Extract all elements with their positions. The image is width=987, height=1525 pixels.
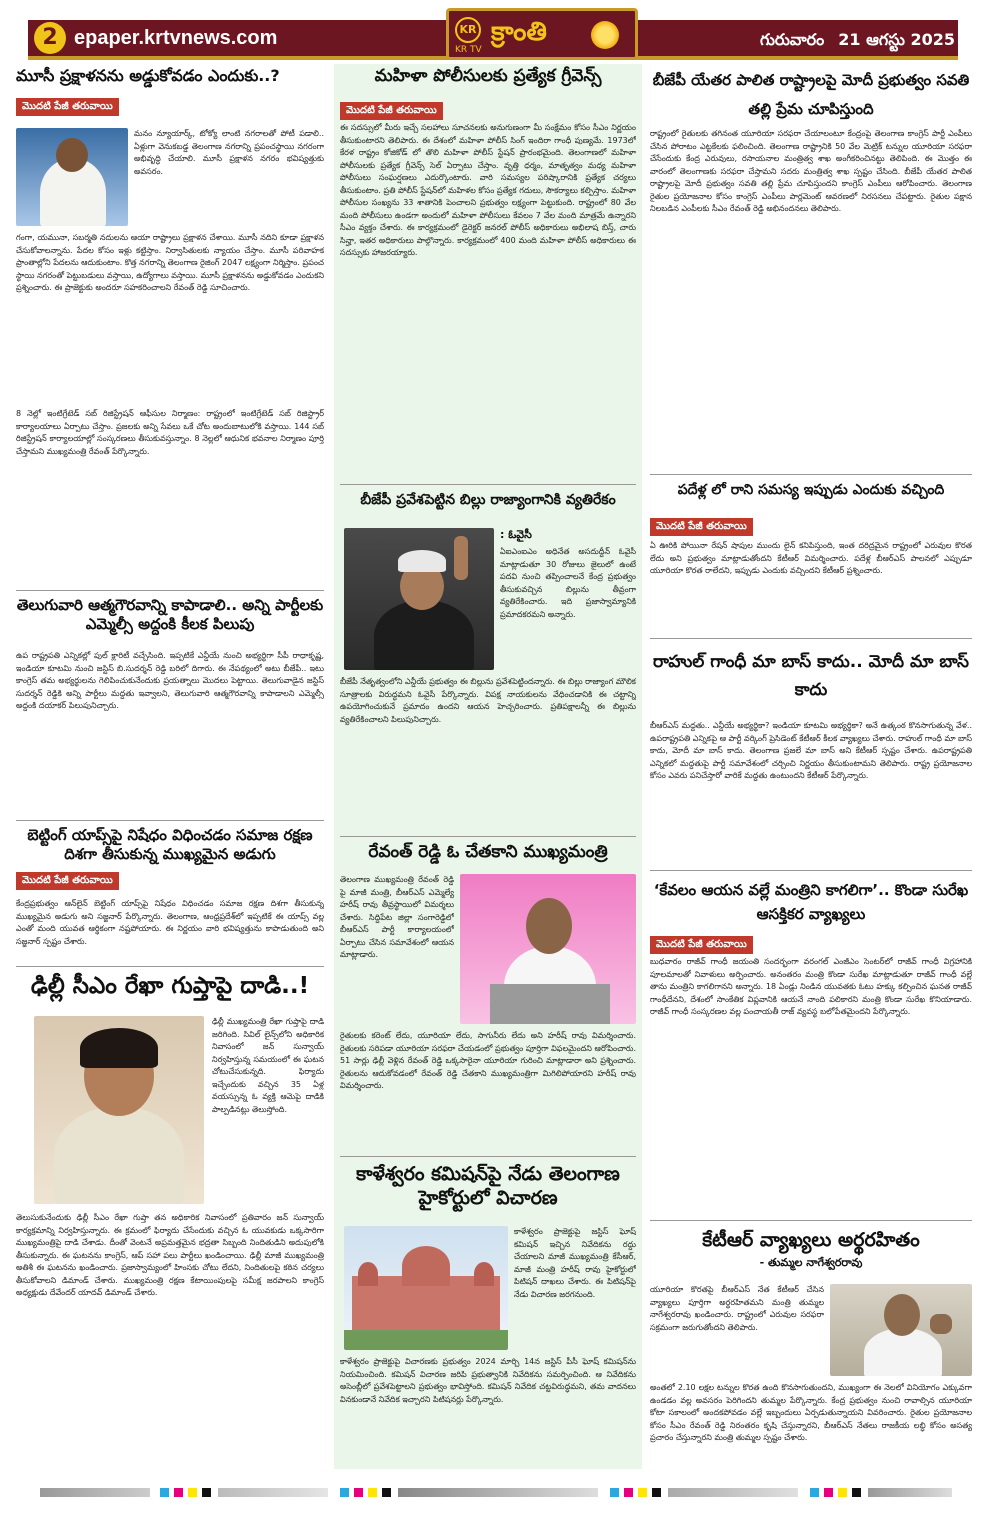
article-ktr-remarks-meaningless[interactable] [650, 1228, 972, 1469]
column-right [650, 64, 972, 1469]
continued-tag: మొదటి పేజీ తరువాయి [650, 936, 753, 954]
headline: బీజేపీ యేతర పాలిత రాష్ట్రాలపై మోదీ ప్రభుత్వం సవతి తల్లి ప్రేమ చూపిస్తుంది [652, 71, 970, 118]
article-kaleshwaram-commission[interactable] [340, 1162, 636, 1469]
high-court-building-photo [344, 1226, 508, 1350]
sun-icon [591, 21, 619, 49]
print-color-bar [0, 1488, 987, 1508]
article-body: కాళేశ్వరం ప్రాజెక్టుపై విచారణకు ప్రభుత్వం 2024 మార్చి 14న జస్టిస్ పీసీ ఘోష్ కమిషన్‌ను నియమించింది. కమిషన్ విచారణ జరిపి ప్రభుత్వానికి నివేదికను సమర్పించింది. ఆ నివేదికను అసెంబ్లీలో ప్రవేశపెట్టాలని ప్రభుత్వం భావిస్తోంది. కమిషన్ నివేదిక చట్టవిరుద్ధమని, తమ వాదనలు వినకుండానే నివేదిక ఇచ్చారని పిటిషనర్లు పేర్కొన్నారు. [340, 1357, 636, 1404]
divider [340, 836, 636, 837]
headline: పదేళ్ల లో రాని సమస్య ఇప్పుడు ఎందుకు వచ్చింది [677, 482, 945, 498]
man-in-white-photo [830, 1284, 972, 1376]
paper-logo[interactable] [446, 8, 638, 60]
article-ten-years-issue[interactable] [650, 482, 972, 632]
divider [650, 1220, 972, 1221]
headline: బెట్టింగ్ యాప్స్‌పై నిషేధం విధించడం సమాజ రక్షణ దిశగా తీసుకున్న ముఖ్యమైన అడుగు [27, 826, 313, 864]
divider [650, 474, 972, 475]
headline: ‘కేవలం ఆయన వల్లే మంత్రిని కాగలిగా’.. కొండా సురేఖ ఆసక్తికర వ్యాఖ్యలు [653, 881, 969, 923]
weekday: గురువారం [760, 30, 825, 49]
article-body: రైతులకు కరెంట్ లేదు, యూరియా లేదు, సాగునీరు లేదు అని హరీష్ రావు విమర్శించారు. రైతులకు సరిపడా యూరియా సరఫరా చేయడంలో ప్రభుత్వం పూర్తిగా విఫలమైందని ఆరోపించారు. 51 సార్లు ఢిల్లీ వెళ్లిన రేవంత్ రెడ్డి ఒక్కసారైనా యూరియా గురించి మాట్లాడారా అని ప్రశ్నించారు. రైతులను ఆదుకోవడంలో రేవంత్ రెడ్డి చేతకాని ముఖ్యమంత్రిగా మిగిలిపోయారని హరీష్ రావు విమర్శించారు. [340, 1031, 636, 1090]
article-body: అంతలో 2.10 లక్షల టన్నుల కొరత ఉంది కొనసాగుతుందని, ముఖ్యంగా ఈ నెలలో వినియోగం ఎక్కువగా ఉండడం వల్ల అవసరం పెరిగిందని తుమ్మల పేర్కొన్నారు. కేంద్ర ప్రభుత్వం నుంచి రావాల్సిన యూరియా కోటా సకాలంలో అందకపోవడం వల్లే ఇబ్బందులు ఏర్పడుతున్నాయని వివరించారు. రైతుల ప్రయోజనాల కోసం సీఎం రేవంత్ రెడ్డి నిరంతరం కృషి చేస్తున్నారని, బీఆర్ఎస్ నేతలు రాజకీయ లబ్ధి కోసం అసత్య ప్రచారం చేస్తున్నారని మంత్రి తుమ్మల స్పష్టం చేశారు. [650, 1383, 972, 1442]
article-body: తెలుసుకునేందుకు ఢిల్లీ సీఎం రేఖా గుప్తా తన అధికారిక నివాసంలో ప్రతివారం జన్ సున్వాయ్ కార్యక్రమాన్ని నిర్వహిస్తున్నారు. ఈ క్రమంలో ఫిర్యాదు చేసేందుకు వచ్చిన ఓ యువకుడు ఒక్కసారిగా ముఖ్యమంత్రిపై దాడి చేశాడు. దీంతో వెంటనే అప్రమత్తమైన భద్రతా సిబ్బంది నిందితుడిని అదుపులోకి తీసుకున్నారు. ఈ ఘటనను కాంగ్రెస్, ఆప్ సహా పలు పార్టీలు ఖండించాయి. ఢిల్లీ మాజీ ముఖ్యమంత్రి అతిశీ ఈ ఘటనను ఖండించారు. ప్రజాస్వామ్యంలో హింసకు చోటు లేదని, నిందితులపై కఠిన చర్యలు తీసుకోవాలని డిమాండ్ చేశారు. ముఖ్యమంత్రి రక్షణ కేటాయింపులపై సమీక్ష జరపాలని కాంగ్రెస్ అధ్యక్షుడు దేవేందర్ యాదవ్ డిమాండ్ చేశారు. [16, 1213, 324, 1297]
issue-date: 21 ఆగస్టు 2025 [838, 30, 956, 49]
headline: మూసీ ప్రక్షాళనను అడ్డుకోవడం ఎందుకు..? [16, 66, 280, 85]
man-at-podium-photo [460, 874, 636, 1024]
article-telugu-pride[interactable] [16, 596, 324, 816]
headline: రేవంత్ రెడ్డి ఓ చేతకాని ముఖ్యమంత్రి [368, 842, 608, 862]
byline: - తుమ్మల నాగేశ్వరరావు [759, 1256, 863, 1270]
article-body: బుధవారం రాజీవ్ గాంధీ జయంతి సందర్భంగా వరంగల్ ఎంజీఎం సెంటర్‌లో రాజీవ్ గాంధీ విగ్రహానికి పూలమాలతో నివాళులు అర్పించారు. అనంతరం మంత్రి కొండా సురేఖ మాట్లాడుతూ రాజీవ్ గాంధీ వల్లే తాను మంత్రిని కాగలిగానని అన్నారు. 18 ఏండ్లు నిండిన యువతకు ఓటు హక్కు కల్పించిన ఘనత రాజీవ్ గాంధీదేనని, దేశంలో సాంకేతిక విప్లవానికి ఆయనే నాంది పలికారని మంత్రి కొండా సురేఖ కొనియాడారు. రాజీవ్ గాంధీ సంస్కరణల వల్ల పంచాయతీ రాజ్ వ్యవస్థ బలోపేతమైందని పేర్కొన్నారు. [650, 957, 972, 1016]
article-body: ఈ సదస్సులో మీరు ఇచ్చే సలహాలు సూచనలకు అనుగుణంగా మీ సంక్షేమం కోసం సీఎం నిర్ణయం తీసుకుంటారని తెలిపారు. ఈ దేశంలో మహిళా పోలీస్ సింగ్ ఇందిరా గాంధీ పుణ్యమే. 1973లో కేరళ రాష్ట్రం కోజికోడ్ లో తొలి మహిళా పోలీస్ స్టేషన్ ప్రారంభమైంది. తెలంగాణలో మహిళా పోలీసులకు ప్రత్యేక గ్రీవెన్స్ సెల్ ఏర్పాటు చేస్తాం. వృత్తి ధర్మం, మాతృత్వం మధ్య మహిళా పోలీసులు సంఘర్షణలు ఎదుర్కొంటారు. వారి సమస్యల పరిష్కారానికి ప్రత్యేక చర్యలు తీసుకుంటాం. ప్రతి పోలీస్ స్టేషన్‌లో మహిళల కోసం ప్రత్యేక గదులు, సౌకర్యాలు కల్పిస్తాం. మహిళా పోలీసుల సంఖ్యను 33 శాతానికి పెంచాలని ప్రభుత్వం లక్ష్యంగా పెట్టుకుంది. రాష్ట్రంలో 80 వేల మంది పోలీసులు ఉండగా అందులో మహిళా పోలీసులు కేవలం 7 వేల మంది మాత్రమే ఉన్నారని సీఎం వ్యక్తం చేశారు. ఈ కార్యక్రమంలో డైరెక్టర్ జనరల్ పోలీస్ అధికారులు అభిలాష బిస్త్, చారు సిన్హా, ఇతర అధికారులు పాల్గొన్నారు. కార్యక్రమంలో 400 మంది మహిళా పోలీస్ అధికారులు ఈ సదస్సుకు హాజరయ్యారు. [340, 123, 636, 257]
headline: బీజేపీ ప్రవేశపెట్టిన బిల్లు రాజ్యాంగానికి వ్యతిరేకం [360, 492, 616, 508]
article-owaisi-bill[interactable] [340, 492, 636, 832]
man-gesturing-photo [344, 528, 494, 670]
woman-portrait-photo [34, 1016, 204, 1204]
article-lead: తెలంగాణ ముఖ్యమంత్రి రేవంత్ రెడ్డి పై మాజీ మంత్రి, బీఆర్ఎస్ ఎమ్మెల్యే హరీష్ రావు తీవ్రస్థాయిలో విమర్శలు చేశారు. సిద్దిపేట జిల్లా సంగారెడ్డిలో బీఆర్ఎస్ పార్టీ కార్యాలయంలో ఏర్పాటు చేసిన సమావేశంలో ఆయన మాట్లాడారు. [340, 875, 454, 959]
article-body: బీఆర్ఎస్ మద్దతు.. ఎన్డీయే అభ్యర్థికా? ఇండియా కూటమి అభ్యర్థికా? అనే ఉత్కంఠ కొనసాగుతున్న వేళ.. ఉపరాష్ట్రపతి ఎన్నికపై ఆ పార్టీ వర్కింగ్ ప్రెసిడెంట్ కేటీఆర్ కీలక వ్యాఖ్యలు చేశారు. రాహుల్ గాంధీ మా బాస్ కాదు, మోదీ మా బాస్ కాదు. తెలంగాణ ప్రజలే మా బాస్ అని కేటీఆర్ స్పష్టం చేశారు. ఉపరాష్ట్రపతి ఎన్నికలో మద్దతుపై పార్టీ సమావేశంలో చర్చించి నిర్ణయం తీసుకుంటామని తెలిపారు. రాష్ట్ర ప్రయోజనాల కోసం ఎవరు పనిచేస్తారో వారికే మద్దతు ఉంటుందని కేటీఆర్ పేర్కొన్నారు. [650, 721, 972, 780]
article-body: గంగా, యమునా, సబర్మతి నదులను ఆయా రాష్ట్రాలు ప్రక్షాళన చేశాయి. మూసీ నదిని కూడా ప్రక్షాళన చేసుకోవాలన్నాను. పేదల కోసం ఇళ్లు కట్టిస్తాం. నిర్వాసితులకు న్యాయం చేస్తాం. మూసీ పరివాహక ప్రాంతాల్లోని పేదలను ఆదుకుంటాం. కొత్త నగరాన్ని తెలంగాణ రైజింగ్ 2047 లక్ష్యంగా నిర్మిస్తాం. ప్రపంచ స్థాయి నగరంతో పెట్టుబడులు వస్తాయి, ఉద్యోగాలు వస్తాయి. మూసీ ప్రక్షాళనను అడ్డుకోవడం ఎందుకని ప్రశ్నించారు. ఈ ప్రాజెక్టుకు అందరూ సహకరించాలని రేవంత్ రెడ్డి సూచించారు. [16, 233, 324, 292]
article-musi-cleanup[interactable] [16, 66, 324, 586]
article-harish-rao-criticism[interactable] [340, 842, 636, 1152]
paper-title: క్రాంతి [491, 17, 547, 47]
page-number: 2 [34, 22, 66, 54]
article-body: కేంద్రప్రభుత్వం ఆన్‌లైన్ బెట్టింగ్ యాప్స్‌పై నిషేధం విధించడం సమాజ రక్షణ దిశగా తీసుకున్న ముఖ్యమైన అడుగు అని సజ్జనార్ పేర్కొన్నారు. తెలంగాణ, ఆంధ్రప్రదేశ్‌లో ఇప్పటికే ఈ యాప్స్ వల్ల ఎంతో మంది యువత ఆర్థికంగా నష్టపోయారు. ఈ నిర్ణయం వారి భవిష్యత్తును కాపాడుతుంది అని సజ్జనార్ స్పష్టం చేశారు. [16, 899, 324, 946]
divider [16, 590, 324, 591]
article-body: బీజేపీ నేతృత్వంలోని ఎన్డీయే ప్రభుత్వం ఈ బిల్లును ప్రవేశపెట్టిందన్నారు. ఈ బిల్లు రాజ్యాంగ మౌలిక సూత్రాలకు విరుద్ధమని ఓవైసీ పేర్కొన్నారు. విపక్ష నాయకులను వేధించడానికి ఈ చట్టాన్ని ఉపయోగించుకునే ప్రమాదం ఉందని ఆయన హెచ్చరించారు. ప్రతిపక్షాలన్నీ ఈ బిల్లును వ్యతిరేకించాలని పిలుపునిచ్చారు. [340, 677, 636, 724]
divider [650, 638, 972, 639]
divider [16, 966, 324, 967]
article-betting-apps-ban[interactable] [16, 826, 324, 962]
headline: ఢిల్లీ సీఎం రేఖా గుప్తాపై దాడి..! [30, 973, 310, 999]
continued-tag: మొదటి పేజీ తరువాయి [16, 98, 119, 116]
divider [650, 870, 972, 871]
article-lead: యూరియా కొరతపై బీఆర్ఎస్ నేత కేటీఆర్ చేసిన వ్యాఖ్యలు పూర్తిగా అర్థరహితమని మంత్రి తుమ్మల నాగేశ్వరరావు ఖండించారు. రాష్ట్రంలో ఎరువుల సరఫరా సక్రమంగా జరుగుతోందని తెలిపారు. [650, 1285, 824, 1332]
article-body: ఉప రాష్ట్రపతి ఎన్నికల్లో పుల్ క్లారిటీ వచ్చేసింది. ఇప్పటికే ఎన్డీయే నుంచి అభ్యర్థిగా సీపీ రాధాకృష్ణ, ఇండియా కూటమి నుంచి జస్టిస్ బి.సుదర్శన్ రెడ్డి బరిలో దిగారు. ఈ నేపథ్యంలో అటు బీజేపీ.. ఇటు కాంగ్రెస్ తమ అభ్యర్థులను గెలిపించుకునేందుకు ప్రయత్నాలు మొదలు పెట్టాయి. తెలుగువాడైన జస్టిస్ సుదర్శన్ రెడ్డికి అన్ని పార్టీలు మద్దతు ఇవ్వాలని, తెలుగువారి ఆత్మగౌరవాన్ని కాపాడాలని ఎమ్మెల్సీ అద్దంకి దయాకర్ పిలుపునిచ్చారు. [16, 651, 324, 710]
divider [340, 1156, 636, 1157]
article-women-police-grievance[interactable] [340, 66, 636, 478]
dateline [760, 30, 969, 53]
article-lead: ఏఐఎంఐఎం అధినేత అసదుద్దీన్ ఓవైసీ మాట్లాడుతూ 30 రోజులు జైలులో ఉంటే పదవి నుంచి తప్పించాలనే కేంద్ర ప్రభుత్వం తీసుకువచ్చిన బిల్లును తీవ్రంగా వ్యతిరేకించారు. ఇది ప్రజాస్వామ్యానికి ప్రమాదకరమని అన్నారు. [500, 547, 636, 619]
article-stepmotherly-treatment[interactable] [650, 66, 972, 468]
article-lead: కాళేశ్వరం ప్రాజెక్టుపై జస్టిస్ ఘోష్ కమిషన్ ఇచ్చిన నివేదికను రద్దు చేయాలని మాజీ ముఖ్యమంత్రి కేసీఆర్, మాజీ మంత్రి హరీష్ రావు హైకోర్టులో పిటిషన్ దాఖలు చేశారు. ఈ పిటిషన్‌పై నేడు విచారణ జరగనుంది. [514, 1227, 636, 1299]
continued-tag: మొదటి పేజీ తరువాయి [650, 518, 753, 536]
article-lead: మనం న్యూయార్క్, టోక్యో లాంటి నగరాలతో పోటీ పడాలి.. ఏళ్లుగా వెనుకబడ్డ తెలంగాణ నగరాన్ని ప్రపంచస్థాయి నగరంగా అభివృద్ధి చేయాలి. మూసీ ప్రక్షాళన నగరం భవిష్యత్తుకు అవసరం. [134, 129, 324, 176]
column-left [16, 64, 324, 1469]
krtv-logo-icon: KR [455, 17, 481, 43]
krtv-label: KR TV [455, 45, 482, 55]
headline: కేటీఆర్ వ్యాఖ్యలు అర్థరహితం [702, 1229, 920, 1251]
article-body: ఏ ఊరికి పోయినా రేషన్ షాపుల ముందు లైన్ కనిపిస్తుంది, ఇంత దరిద్రమైన రాష్ట్రంలో ఎరువుల కొరత లేదు అని ప్రభుత్వం మాట్లాడుతోందని కేటీఆర్ విమర్శించారు. పదేళ్ల బీఆర్ఎస్ పాలనలో ఎప్పుడూ యూరియా కొరత రాలేదని, ఇప్పుడు ఎందుకు వచ్చిందని కేటీఆర్ ప్రశ్నించారు. [650, 541, 972, 575]
article-body-2: 8 నెల్లో ఇంటిగ్రేటెడ్ సబ్ రిజిస్ట్రేషన్ ఆఫీసుల నిర్మాణం: రాష్ట్రంలో ఇంటిగ్రేటెడ్ సబ్ రిజిస్ట్రార్ కార్యాలయాలు ఏర్పాటు చేస్తాం. ప్రజలకు అన్ని సేవలు ఒకే చోట అందుబాటులోకి వస్తాయి. 144 సబ్ రిజిస్ట్రేషన్ కార్యాలయాల్లో సంస్కరణలు తీసుకువస్తున్నాం. 8 నెల్లలో ఆధునిక భవనాల నిర్మాణం పూర్తి చేస్తామని ముఖ్యమంత్రి రేవంత్ పేర్కొన్నారు. [16, 409, 324, 456]
masthead [0, 0, 987, 62]
byline: : ఓవైసీ [500, 528, 532, 541]
headline: తెలుగువారి ఆత్మగౌరవాన్ని కాపాడాలి.. అన్ని పార్టీలకు ఎమ్మెల్సీ అద్దంకి కీలక పిలుపు [16, 596, 324, 634]
column-middle [334, 64, 642, 1469]
headline: కాళేశ్వరం కమిషన్‌పై నేడు తెలంగాణ హైకోర్టులో విచారణ [356, 1163, 620, 1210]
article-delhi-cm-attack[interactable] [16, 972, 324, 1469]
article-lead: ఢిల్లీ ముఖ్యమంత్రి రేఖా గుప్తాపై దాడి జరిగింది. సివిల్ లైన్స్‌లోని అధికారిక నివాసంలో జన్ సున్వాయ్ నిర్వహిస్తున్న సమయంలో ఈ ఘటన చోటుచేసుకున్నది. ఫిర్యాదు ఇచ్చేందుకు వచ్చిన 35 ఏళ్ల వయస్సున్న ఓ వ్యక్తి ఆమెపై దాడికి పాల్పడినట్లు తెలుస్తోంది. [212, 1017, 324, 1114]
headline: రాహుల్ గాంధీ మా బాస్ కాదు.. మోదీ మా బాస్ కాదు [653, 652, 969, 701]
divider [16, 820, 324, 821]
article-not-our-boss[interactable] [650, 648, 972, 864]
continued-tag: మొదటి పేజీ తరువాయి [340, 102, 443, 120]
article-body: రాష్ట్రంలో రైతులకు తగినంత యూరియా సరఫరా చేయాలంటూ కేంద్రంపై తెలంగాణ కాంగ్రెస్ పార్టీ ఎంపీలు చేసిన పోరాటం ఎట్టకేలకు ఫలించింది. తెలంగాణ రాష్ట్రానికి 50 వేల మెట్రిక్ టన్నుల యూరియా సరఫరా చేసేందుకు కేంద్ర ఎరువులు, రసాయనాల మంత్రిత్వ శాఖ అంగీకరించినట్టు తెలిపింది. ఈ మొత్తం ఈ వారంలో తెలంగాణకు సరఫరా చేస్తామని సదరు మంత్రిత్వ శాఖ స్పష్టం చేసింది. బీజేపీ యేతర పాలిత రాష్ట్రాలపై మోదీ ప్రభుత్వం సవతి తల్లి ప్రేమ చూపిస్తుందని కాంగ్రెస్ ఎంపీలు ఆరోపించారు. తెలంగాణ రైతుల ప్రయోజనాల కోసం కాంగ్రెస్ ఎంపీలు పార్లమెంట్ ఆవరణలో నిరసనలు చేపట్టారు. రైతుల పక్షాన నిలబడిన ఎంపీలకు సీఎం రేవంత్ రెడ్డి అభినందనలు తెలిపారు. [650, 129, 972, 213]
headline: మహిళా పోలీసులకు ప్రత్యేక గ్రీవెన్స్ [374, 66, 602, 86]
article-konda-surekha[interactable] [650, 878, 972, 1216]
site-url[interactable]: epaper.krtvnews.com [74, 27, 278, 49]
divider [340, 484, 636, 485]
continued-tag: మొదటి పేజీ తరువాయి [16, 872, 119, 890]
man-speaking-photo [16, 128, 128, 226]
